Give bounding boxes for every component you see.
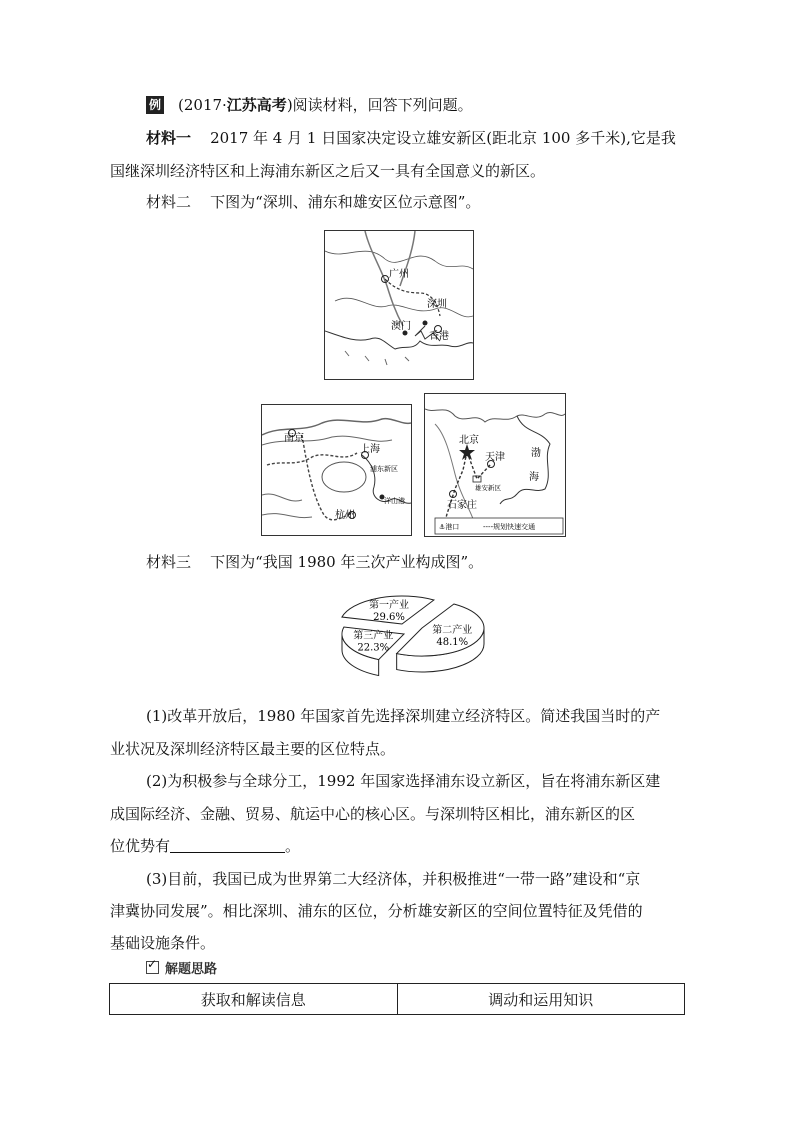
q3-line2: 津冀协同发展”。相比深圳、浦东的区位，分析雄安新区的空间位置特征及凭借的 — [110, 902, 643, 920]
table-header-row — [110, 984, 685, 1015]
tianjin-label: 天津 — [485, 452, 505, 463]
shenzhen-map — [324, 230, 474, 380]
question-source: (2017· — [178, 96, 227, 114]
table-header-cell-2: 调动和运用知识 — [397, 984, 685, 1015]
material1-line2: 国继深圳经济特区和上海浦东新区之后又一具有全国意义的新区。 — [110, 162, 546, 180]
pie-value-2: 48.1% — [436, 637, 469, 649]
pie-slice-3 — [342, 627, 404, 676]
shanghai-label: 上海 — [360, 444, 380, 455]
pie-label-1: 第一产业 — [369, 599, 410, 611]
xiongan-map-graphic — [425, 394, 565, 536]
material3-label: 材料三 — [146, 553, 192, 571]
material2-line — [146, 186, 480, 219]
question-header — [146, 89, 473, 122]
hai-label: 海 — [529, 472, 539, 483]
macau-label: 澳门 — [391, 321, 411, 332]
q3-line1: (3)目前，我国已成为世界第二大经济体，并积极推进“一带一路”建设和“京 — [146, 870, 641, 888]
q1-line1: (1)改革开放后，1980 年国家首先选择深圳建立经济特区。简述我国当时的产 — [146, 707, 661, 725]
q2-answer-blank[interactable] — [170, 834, 285, 853]
q2-line2: 成国际经济、金融、贸易、航运中心的核心区。与深圳特区相比，浦东新区的区 — [110, 805, 636, 823]
pudong-map — [261, 404, 412, 536]
pie-slice-1 — [342, 596, 434, 624]
q1-line2: 业状况及深圳经济特区最主要的区位特点。 — [110, 740, 396, 758]
hangzhou-label: 杭州 — [335, 510, 355, 521]
q2-line3-end: 。 — [285, 837, 301, 855]
bo-label: 渤 — [531, 448, 541, 459]
q2-line3-text: 位优势有 — [110, 837, 171, 855]
hint-label: 解题思路 — [165, 962, 218, 977]
example-badge: 例 — [146, 96, 164, 114]
guangzhou-label: 广州 — [389, 269, 409, 280]
nanjing-label: 南京 — [284, 433, 304, 444]
hongkong-label: 香港 — [429, 331, 449, 342]
xiongan-label: 雄安新区 — [475, 484, 501, 492]
table-header-cell-1: 获取和解读信息 — [110, 984, 398, 1015]
pie-value-1: 29.6% — [373, 611, 405, 623]
q2-line1: (2)为积极参与全球分工，1992 年国家选择浦东设立新区，旨在将浦东新区建 — [146, 772, 661, 790]
material1-line1 — [146, 122, 676, 155]
legend-port: ⚓港口 — [439, 523, 460, 531]
industry-pie-chart — [318, 586, 508, 692]
pie-label-3: 第三产业 — [353, 630, 394, 642]
xiongan-map — [424, 393, 566, 537]
pudong-map-graphic — [262, 405, 411, 535]
material3-line — [146, 546, 483, 579]
question-source-bold: 江苏高考 — [226, 96, 287, 114]
pie-label-2: 第二产业 — [432, 625, 473, 637]
checkbox-icon — [146, 961, 159, 974]
legend-rail: ----规划快速交通 — [483, 523, 536, 531]
material2-label: 材料二 — [146, 193, 192, 211]
beijing-label: 北京 — [459, 435, 479, 446]
q2-line3 — [110, 830, 300, 863]
pudong-label: 浦东新区 — [370, 465, 398, 473]
shijiazhuang-label: 石家庄 — [447, 500, 477, 511]
material2-text: 下图为“深圳、浦东和雄安区位示意图”。 — [210, 193, 481, 211]
question-intro: )阅读材料，回答下列问题。 — [286, 96, 473, 114]
shenzhen-label: 深圳 — [427, 299, 447, 310]
yangshan-label: 洋山港 — [384, 497, 405, 505]
hint-heading — [146, 958, 217, 977]
pie-chart-svg — [318, 586, 508, 692]
material1-text: 2017 年 4 月 1 日国家决定设立雄安新区(距北京 100 多千米),它是我 — [210, 129, 676, 147]
shenzhen-map-graphic — [325, 231, 473, 379]
material1-label: 材料一 — [146, 129, 192, 147]
q3-line3: 基础设施条件。 — [110, 934, 216, 952]
analysis-table — [109, 983, 685, 1015]
material3-text: 下图为“我国 1980 年三次产业构成图”。 — [210, 553, 484, 571]
pie-value-3: 22.3% — [357, 642, 390, 654]
